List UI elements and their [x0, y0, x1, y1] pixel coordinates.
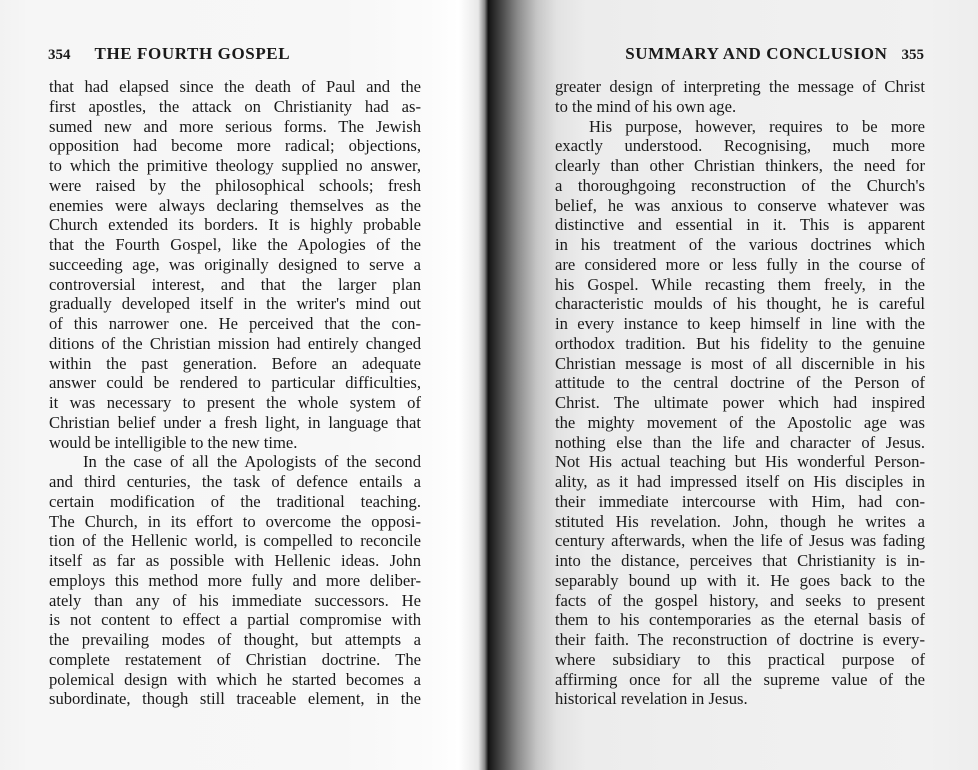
text-line: them to his contemporaries as the eternal basis of: [555, 610, 925, 630]
text-line: The Church, in its effort to overcome the opposi-: [49, 511, 421, 531]
text-line: affirming once for all the supreme value of the: [555, 669, 925, 689]
text-line: clearly than other Christian thinkers, the need for: [555, 156, 925, 175]
text-line: Not His actual teaching but His wonderful Person-: [555, 452, 925, 472]
left-page: [0, 0, 488, 770]
text-line: orthodox tradition. But his fidelity to the genuine: [555, 333, 925, 353]
text-line: his Gospel. While recasting them freely, in the: [555, 274, 925, 294]
text-line: of this narrower one. He perceived that the con-: [49, 314, 421, 333]
text-line: controversial interest, and that the larger plan: [49, 274, 421, 294]
text-line: were raised by the philosophical schools; fresh: [49, 175, 421, 195]
text-line: and third centuries, the task of defence entails a: [49, 472, 421, 491]
text-line: stituted His revelation. John, though he writes a: [555, 511, 925, 531]
text-line: His purpose, however, requires to be more: [589, 116, 925, 136]
running-head-title: SUMMARY AND CONCLUSION: [625, 44, 888, 63]
text-line: Church extended its borders. It is highly probable: [49, 215, 421, 235]
text-line: it was necessary to present the whole system of: [49, 393, 421, 412]
text-line: historical revelation in Jesus.: [555, 689, 748, 709]
text-line: where subsidiary to this practical purpose of: [555, 649, 925, 669]
left-running-head: [48, 44, 428, 64]
text-line: distinctive and essential in it. This is apparent: [555, 215, 925, 235]
text-line: attitude to the central doctrine of the Person of: [555, 373, 925, 393]
text-line: their immediate intercourse with Him, had con-: [555, 491, 925, 511]
text-line: subordinate, though still traceable element, in the: [49, 689, 421, 709]
text-line: into the distance, perceives that Christianity is in-: [555, 551, 925, 570]
text-line: ately than any of his immediate successors. He: [49, 590, 421, 610]
text-line: nothing else than the life and character of Jesus.: [555, 432, 925, 452]
left-body-text: [49, 77, 421, 709]
text-line: succeeding age, was originally designed to serve a: [49, 254, 421, 274]
text-line: separably bound up with it. He goes back to the: [555, 570, 925, 590]
text-line: greater design of interpreting the message of Christ: [555, 77, 925, 96]
text-line: Christian message is most of all discernible in his: [555, 353, 925, 373]
text-line: Christ. The ultimate power which had inspired: [555, 393, 925, 412]
text-line: employs this method more fully and more deliber-: [49, 570, 421, 590]
running-head-title: THE FOURTH GOSPEL: [94, 44, 291, 63]
text-line: within the past generation. Before an adequate: [49, 353, 421, 373]
text-line: ditions of the Christian mission had entirely changed: [49, 333, 421, 353]
text-line: in every instance to keep himself in line with the: [555, 314, 925, 333]
text-line: to the mind of his own age.: [555, 96, 737, 116]
text-line: Christian belief under a fresh light, in language that: [49, 412, 421, 432]
text-line: is not content to effect a partial compromise with: [49, 610, 421, 630]
text-line: opposition had become more radical; objections,: [49, 136, 421, 156]
right-page: [488, 0, 978, 770]
text-line: belief, he was anxious to conserve whatever was: [555, 195, 925, 215]
text-line: sumed new and more serious forms. The Jewish: [49, 116, 421, 136]
text-line: would be intelligible to the new time.: [49, 432, 298, 452]
text-line: first apostles, the attack on Christianity had as-: [49, 96, 421, 116]
text-line: are considered more or less fully in the course of: [555, 254, 925, 274]
text-line: the mighty movement of the Apostolic age was: [555, 412, 925, 432]
text-line: century afterwards, when the life of Jesus was fading: [555, 531, 925, 551]
text-line: in his treatment of the various doctrines which: [555, 235, 925, 254]
page-number: 355: [901, 47, 924, 63]
text-line: In the case of all the Apologists of the second: [83, 452, 421, 472]
text-line: polemical design with which he started becomes a: [49, 669, 421, 689]
text-line: characteristic moulds of his thought, he is careful: [555, 294, 925, 314]
text-line: a thoroughgoing reconstruction of the Church's: [555, 175, 925, 195]
text-line: facts of the gospel history, and seeks to present: [555, 590, 925, 610]
text-line: certain modification of the traditional teaching.: [49, 491, 421, 511]
text-line: itself as far as possible with Hellenic ideas. John: [49, 551, 421, 570]
text-line: that the Fourth Gospel, like the Apologies of the: [49, 235, 421, 254]
text-line: answer could be rendered to particular difficulties,: [49, 373, 421, 393]
right-body-text: [555, 77, 925, 709]
text-line: their faith. The reconstruction of doctrine is every-: [555, 630, 925, 649]
text-line: to which the primitive theology supplied no answer,: [49, 156, 421, 175]
page-number: 354: [48, 47, 71, 63]
text-line: exactly understood. Recognising, much more: [555, 136, 925, 156]
text-line: tion of the Hellenic world, is compelled to reconcile: [49, 531, 421, 551]
text-line: complete restatement of Christian doctrine. The: [49, 649, 421, 669]
text-line: that had elapsed since the death of Paul and the: [49, 77, 421, 96]
text-line: enemies were always declaring themselves as the: [49, 195, 421, 215]
text-line: ality, as it had impressed itself on His disciples in: [555, 472, 925, 491]
text-line: gradually developed itself in the writer's mind out: [49, 294, 421, 314]
text-line: the prevailing modes of thought, but attempts a: [49, 630, 421, 649]
right-running-head: [596, 44, 924, 64]
